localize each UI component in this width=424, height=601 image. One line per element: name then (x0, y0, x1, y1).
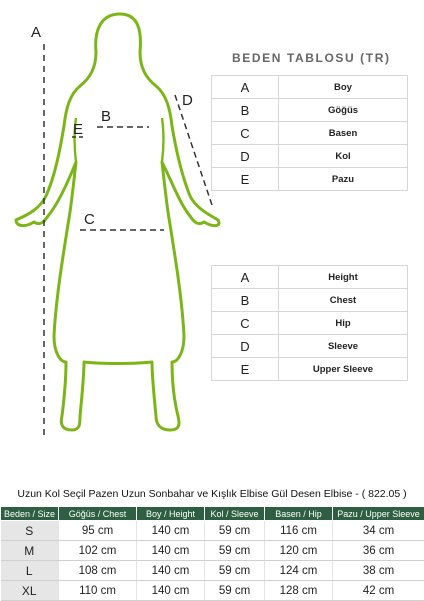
header-hip: Basen / Hip (265, 507, 333, 521)
legend-row (212, 266, 408, 289)
hip-cell: 120 cm (265, 541, 333, 561)
header-height: Boy / Height (137, 507, 205, 521)
legend-value: Basen (279, 122, 408, 145)
legend-key: E (212, 168, 279, 191)
legend-row (212, 335, 408, 358)
legend-key: A (212, 76, 279, 99)
legend-key: C (212, 122, 279, 145)
silhouette-outline (16, 14, 219, 430)
upper-sleeve-cell: 34 cm (333, 521, 424, 541)
size-cell: XL (1, 581, 59, 601)
size-table (0, 506, 424, 601)
legend-key: B (212, 289, 279, 312)
sleeve-cell: 59 cm (205, 581, 265, 601)
legend-row (212, 312, 408, 335)
legend-key: B (212, 99, 279, 122)
size-table-header-row (1, 507, 424, 521)
legend-table-tr (211, 75, 408, 191)
label-e: E (73, 121, 83, 138)
legend-table-en (211, 265, 408, 381)
table-row (1, 541, 424, 561)
legend-key: D (212, 335, 279, 358)
height-cell: 140 cm (137, 561, 205, 581)
dress-silhouette-figure (0, 0, 230, 450)
upper-sleeve-cell: 38 cm (333, 561, 424, 581)
legend-value: Kol (279, 145, 408, 168)
header-chest: Göğüs / Chest (59, 507, 137, 521)
silhouette-drawing (0, 0, 230, 450)
label-d: D (182, 92, 193, 109)
height-cell: 140 cm (137, 521, 205, 541)
legend-row (212, 289, 408, 312)
legend-row (212, 122, 408, 145)
legend-key: D (212, 145, 279, 168)
legend-value: Chest (279, 289, 408, 312)
label-c: C (84, 211, 95, 228)
header-upper-sleeve: Pazu / Upper Sleeve (333, 507, 424, 521)
legend-value: Pazu (279, 168, 408, 191)
legend-row (212, 168, 408, 191)
label-b: B (101, 108, 111, 125)
hip-cell: 128 cm (265, 581, 333, 601)
size-cell: S (1, 521, 59, 541)
height-cell: 140 cm (137, 581, 205, 601)
label-a: A (31, 24, 41, 41)
size-cell: M (1, 541, 59, 561)
sleeve-cell: 59 cm (205, 541, 265, 561)
chest-cell: 102 cm (59, 541, 137, 561)
table-row (1, 561, 424, 581)
legend-value: Hip (279, 312, 408, 335)
legend-row (212, 358, 408, 381)
legend-key: A (212, 266, 279, 289)
legend-row (212, 99, 408, 122)
legend-key: C (212, 312, 279, 335)
legend-value: Height (279, 266, 408, 289)
upper-sleeve-cell: 36 cm (333, 541, 424, 561)
legend-key: E (212, 358, 279, 381)
sleeve-cell: 59 cm (205, 521, 265, 541)
legend-value: Boy (279, 76, 408, 99)
hip-cell: 124 cm (265, 561, 333, 581)
chest-cell: 108 cm (59, 561, 137, 581)
height-cell: 140 cm (137, 541, 205, 561)
legend-row (212, 76, 408, 99)
sleeve-cell: 59 cm (205, 561, 265, 581)
legend-row (212, 145, 408, 168)
chest-cell: 95 cm (59, 521, 137, 541)
legend-value: Sleeve (279, 335, 408, 358)
product-title: Uzun Kol Seçil Pazen Uzun Sonbahar ve Kışlık Elbise Gül Desen Elbise - ( 822.05 ) (0, 488, 424, 500)
sleeve-measure-line (175, 95, 212, 205)
legend-value: Göğüs (279, 99, 408, 122)
header-size: Beden / Size (1, 507, 59, 521)
hip-cell: 116 cm (265, 521, 333, 541)
chest-cell: 110 cm (59, 581, 137, 601)
legend-tr-title: BEDEN TABLOSU (TR) (232, 51, 412, 65)
right-arm-inner-line (162, 118, 164, 162)
legend-value: Upper Sleeve (279, 358, 408, 381)
table-row (1, 581, 424, 601)
header-sleeve: Kol / Sleeve (205, 507, 265, 521)
size-cell: L (1, 561, 59, 581)
upper-sleeve-cell: 42 cm (333, 581, 424, 601)
table-row (1, 521, 424, 541)
